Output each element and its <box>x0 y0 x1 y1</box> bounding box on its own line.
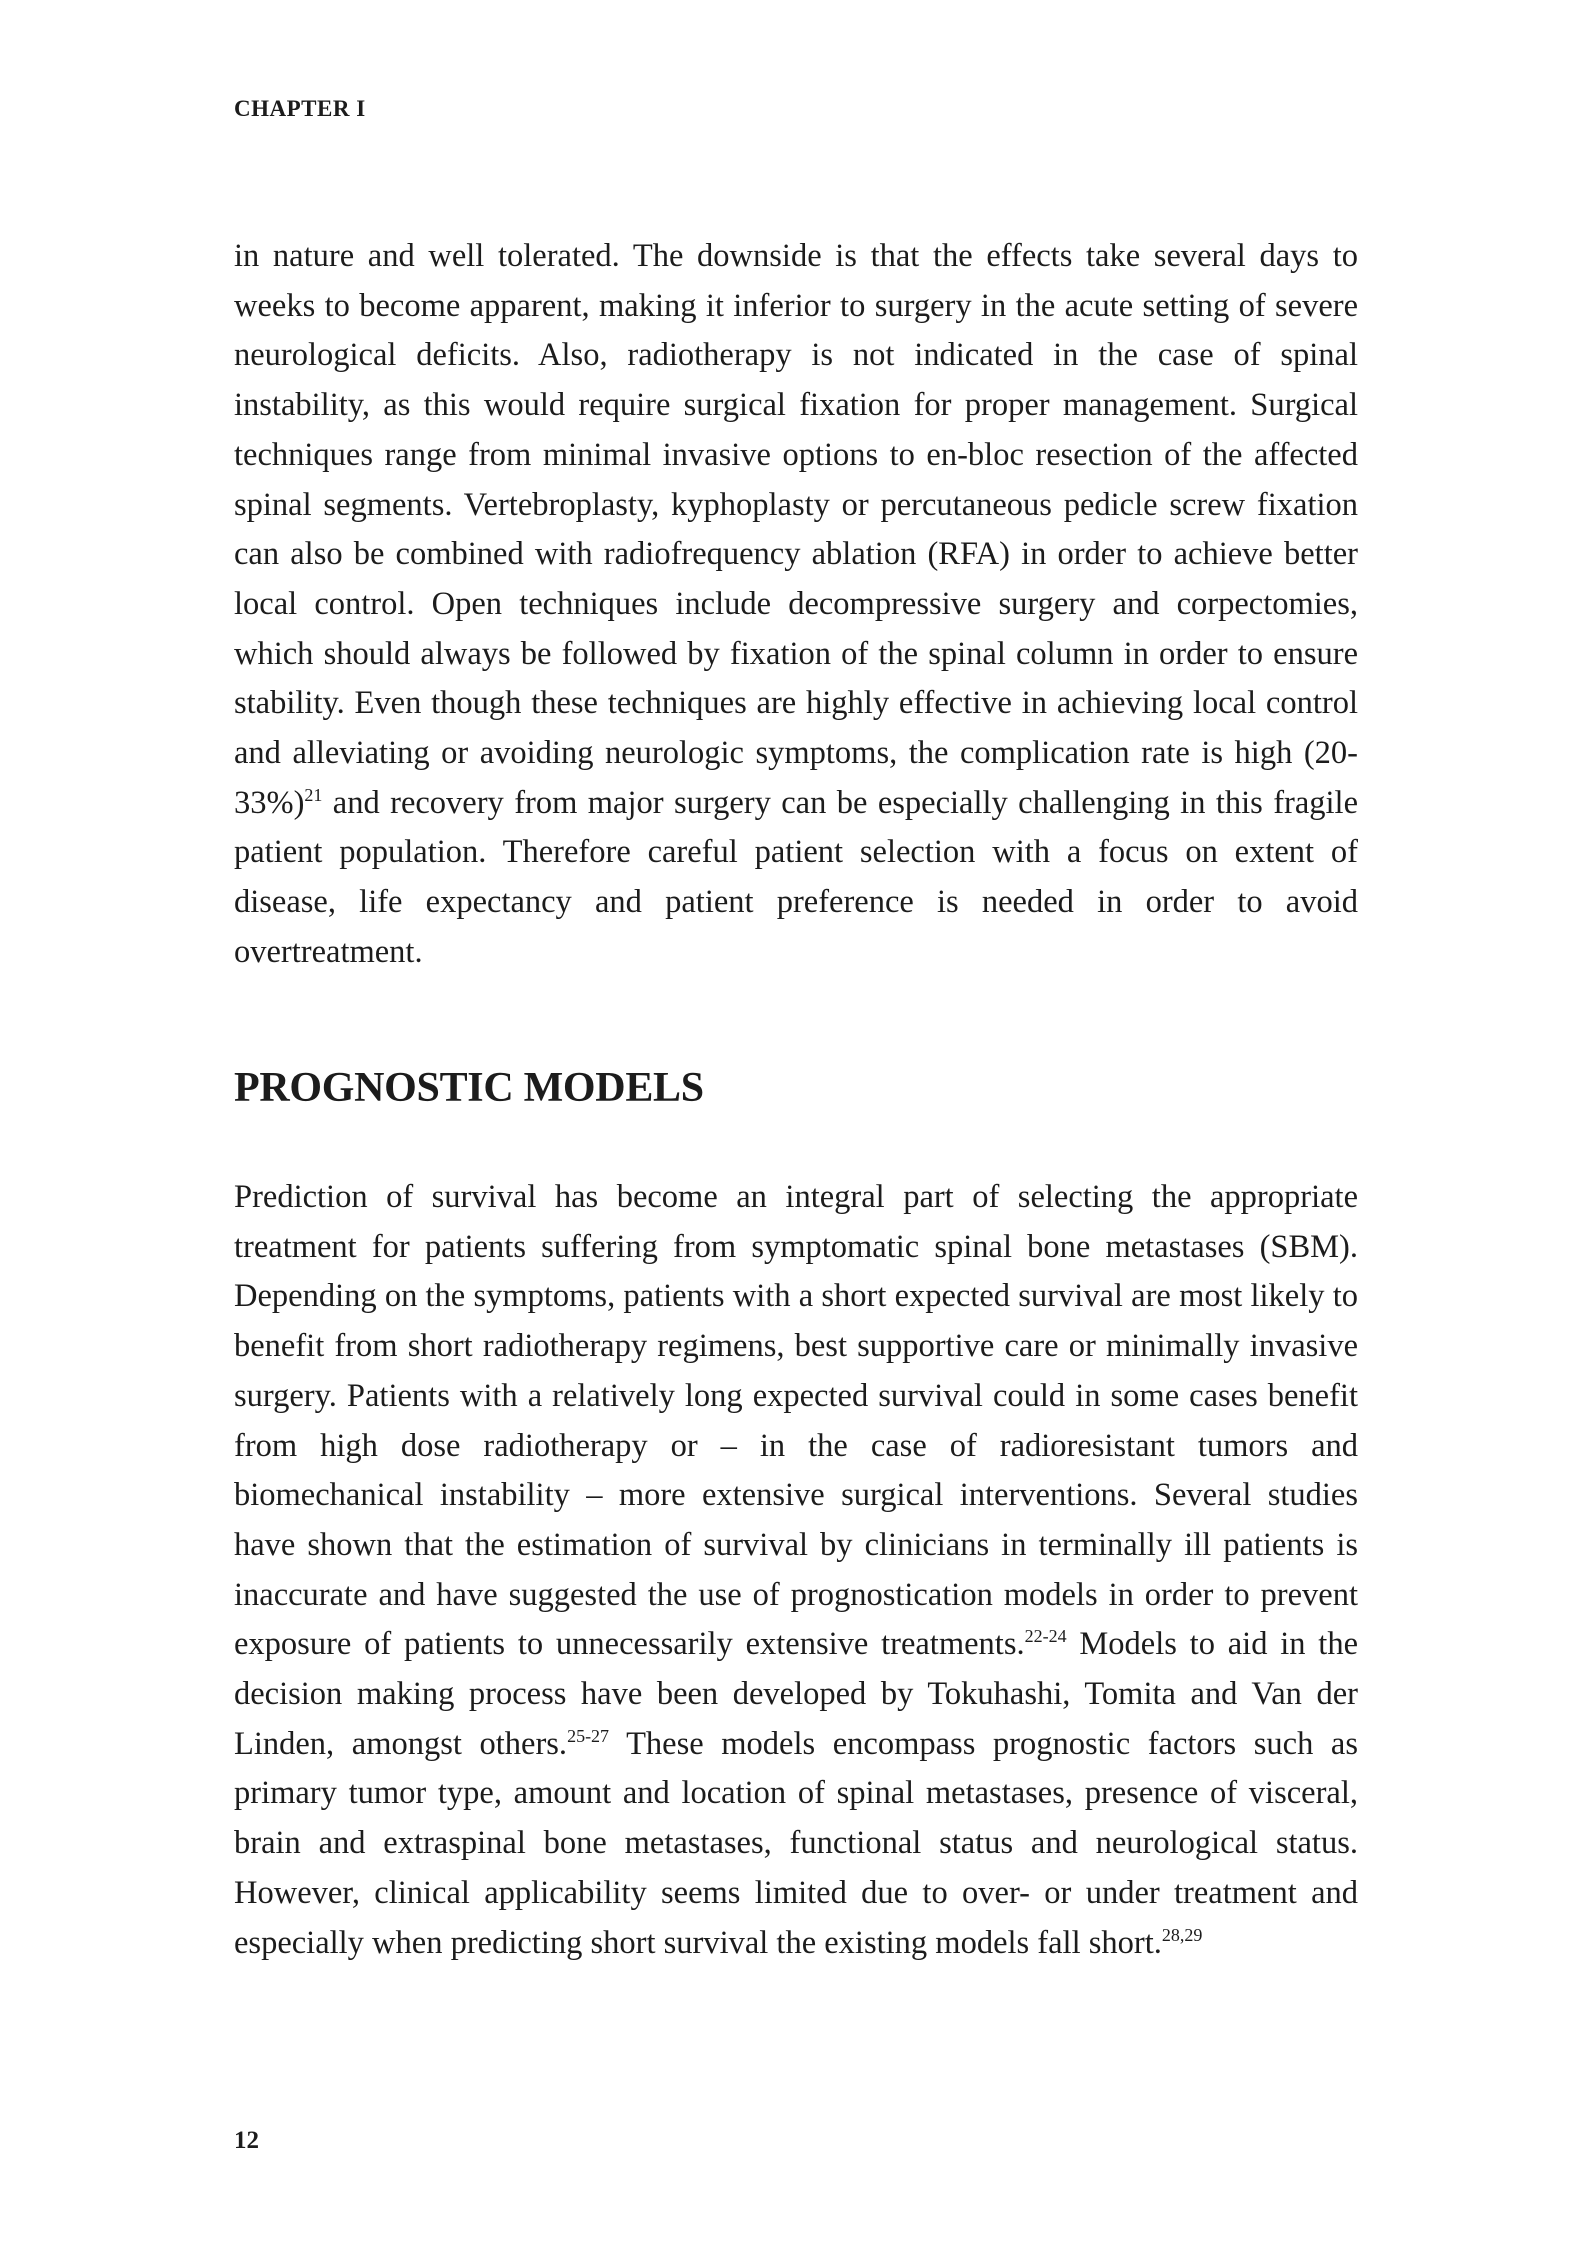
citation-superscript: 21 <box>304 784 323 805</box>
citation-superscript: 22-24 <box>1024 1626 1067 1647</box>
paragraph-text: These models encompass prognostic factors such as primary tumor type, amount and location of spinal metastases, presence of visceral, brain and extraspinal bone metastases, functional status and neurological status. However, clinical applicability seems limited due to over- or under treatment and especially when predicting short survival the existing models fall short. <box>234 1725 1358 1961</box>
citation-superscript: 25-27 <box>567 1725 610 1746</box>
page-number: 12 <box>234 2127 259 2154</box>
paragraph-text: and recovery from major surgery can be especially challenging in this fragile patient population. Therefore careful patient selection with a focus on extent of disease, life expectancy and patient preference is needed in order to avoid overtreatment. <box>234 784 1358 970</box>
paragraph-text: in nature and well tolerated. The downside is that the effects take several days to weeks to become apparent, making it inferior to surgery in the acute setting of severe neurological deficits. Also, radiotherapy is not indicated in the case of spinal instability, as this would require surgical fixation for proper management. Surgical techniques range from minimal invasive options to en-bloc resection of the affected spinal segments. Vertebroplasty, kyphoplasty or percutaneous pedicle screw fixation can also be combined with radiofrequency ablation (RFA) in order to achieve better local control. Open techniques include decompressive surgery and corpectomies, which should always be followed by fixation of the spinal column in order to ensure stability. Even though these techniques are highly effective in achieving local control and alleviating or avoiding neurologic symptoms, the complication rate is high (20-33%) <box>234 238 1358 821</box>
body-paragraph-1 <box>234 232 1358 978</box>
paragraph-text: Models to aid in the decision making process have been developed by Tokuhashi, Tomita and Van der Linden, amongst others. <box>234 1626 1359 1762</box>
paragraph-text: Prediction of survival has become an integral part of selecting the appropriate treatment for patients suffering from symptomatic spinal bone metastases (SBM). Depending on the symptoms, patients with a short expected survival are most likely to benefit from short radiotherapy regimens, best supportive care or minimally invasive surgery. Patients with a relatively long expected survival could in some cases benefit from high dose radiotherapy or – in the case of radioresistant tumors and biomechanical instability – more extensive surgical interventions. Several studies have shown that the estimation of survival by clinicians in terminally ill patients is inaccurate and have suggested the use of prognostication models in order to prevent exposure of patients to unnecessarily extensive treatments. <box>234 1179 1358 1663</box>
section-heading: PROGNOSTIC MODELS <box>234 1065 704 1111</box>
body-paragraph-2 <box>234 1173 1358 1968</box>
running-head: CHAPTER I <box>234 96 366 121</box>
citation-superscript: 28,29 <box>1161 1924 1203 1945</box>
